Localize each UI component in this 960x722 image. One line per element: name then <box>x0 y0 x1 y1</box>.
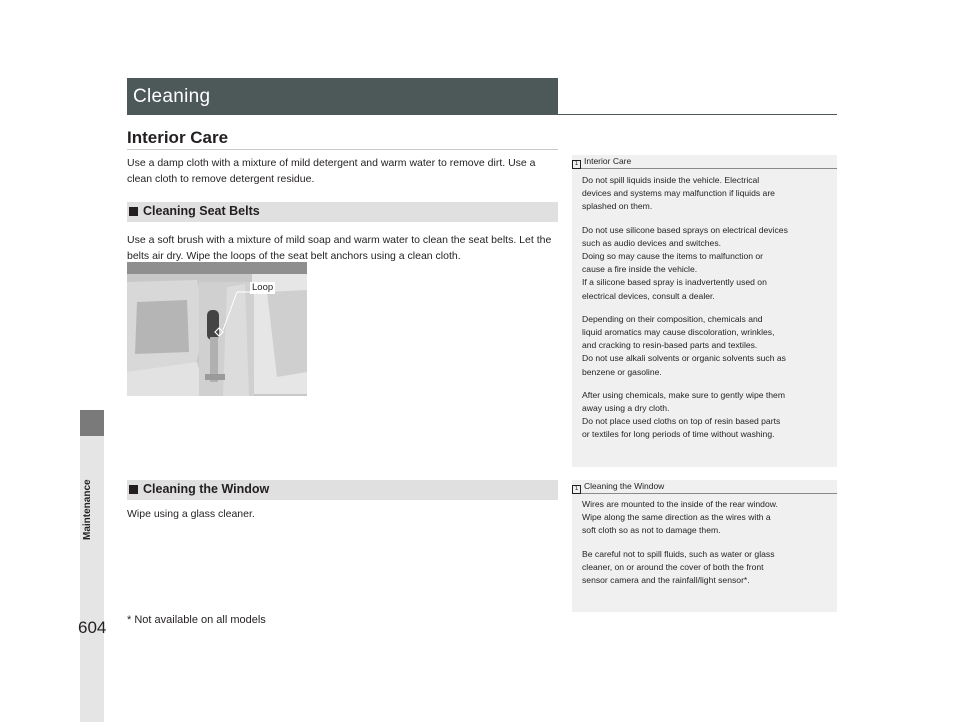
subheading-text: Cleaning the Window <box>143 482 270 496</box>
note-paragraph: Be careful not to spill fluids, such as water or glass cleaner, on or around the cover of both the front sensor camera and the rainfall/light sensor*. <box>582 548 775 586</box>
subheading-window <box>127 480 558 500</box>
subheading-seat-belts <box>127 202 558 222</box>
square-bullet-icon <box>129 485 138 494</box>
note-title-interior-care <box>572 155 837 169</box>
note-marker-icon: 1 <box>572 485 581 494</box>
title-rule <box>558 114 837 115</box>
note-paragraph: After using chemicals, make sure to gently wipe them away using a dry cloth. Do not place used cloths on top of resin based parts or textiles for long periods of time without washing. <box>582 389 785 440</box>
section-heading-rule <box>127 149 558 150</box>
note-title-window <box>572 480 837 494</box>
note-paragraph: Wires are mounted to the inside of the rear window. Wipe along the same direction as the wires with a soft cloth so as not to damage them. <box>582 499 778 536</box>
seat-belt-photo <box>127 262 307 396</box>
note-title-text: Interior Care <box>584 156 632 166</box>
section-heading-interior-care: Interior Care <box>127 128 229 147</box>
section-label: Maintenance <box>82 479 93 540</box>
chapter-title-bar <box>127 78 558 115</box>
note-paragraph: Do not use silicone based sprays on electrical devices such as audio devices and switches. Doing so may cause the items to malfunction or cause a fire inside the vehicle. If a silicone based spray is inadvertently used on electrical devices, consult a dealer. <box>582 224 788 301</box>
note-paragraph: Depending on their composition, chemicals and liquid aromatics may cause discoloration, wrinkles, and cracking to resin-based parts and textiles. Do not use alkali solvents or organic solvents such as benzene or gasoline. <box>582 313 786 377</box>
interior-care-intro: Use a damp cloth with a mixture of mild detergent and warm water to remove dirt. Use a clean cloth to remove detergent residue. <box>127 157 536 185</box>
window-text: Wipe using a glass cleaner. <box>127 508 255 520</box>
seat-belts-text: Use a soft brush with a mixture of mild soap and warm water to clean the seat belts. Let the belts air dry. Wipe the loops of the seat belt anchors using a clean cloth. <box>127 234 552 262</box>
note-body-window <box>582 498 832 597</box>
footnote: * Not available on all models <box>127 614 266 626</box>
square-bullet-icon <box>129 207 138 216</box>
chapter-title: Cleaning <box>133 86 211 107</box>
page-number: 604 <box>78 618 107 637</box>
loop-callout-label: Loop <box>252 282 274 293</box>
note-title-text: Cleaning the Window <box>584 481 665 491</box>
note-body-interior-care <box>582 174 832 452</box>
sidebar-tab-marker <box>80 410 104 436</box>
note-marker-icon: 1 <box>572 160 581 169</box>
note-paragraph: Do not spill liquids inside the vehicle. Electrical devices and systems may malfunction if liquids are splashed on them. <box>582 175 775 212</box>
subheading-text: Cleaning Seat Belts <box>143 204 260 218</box>
